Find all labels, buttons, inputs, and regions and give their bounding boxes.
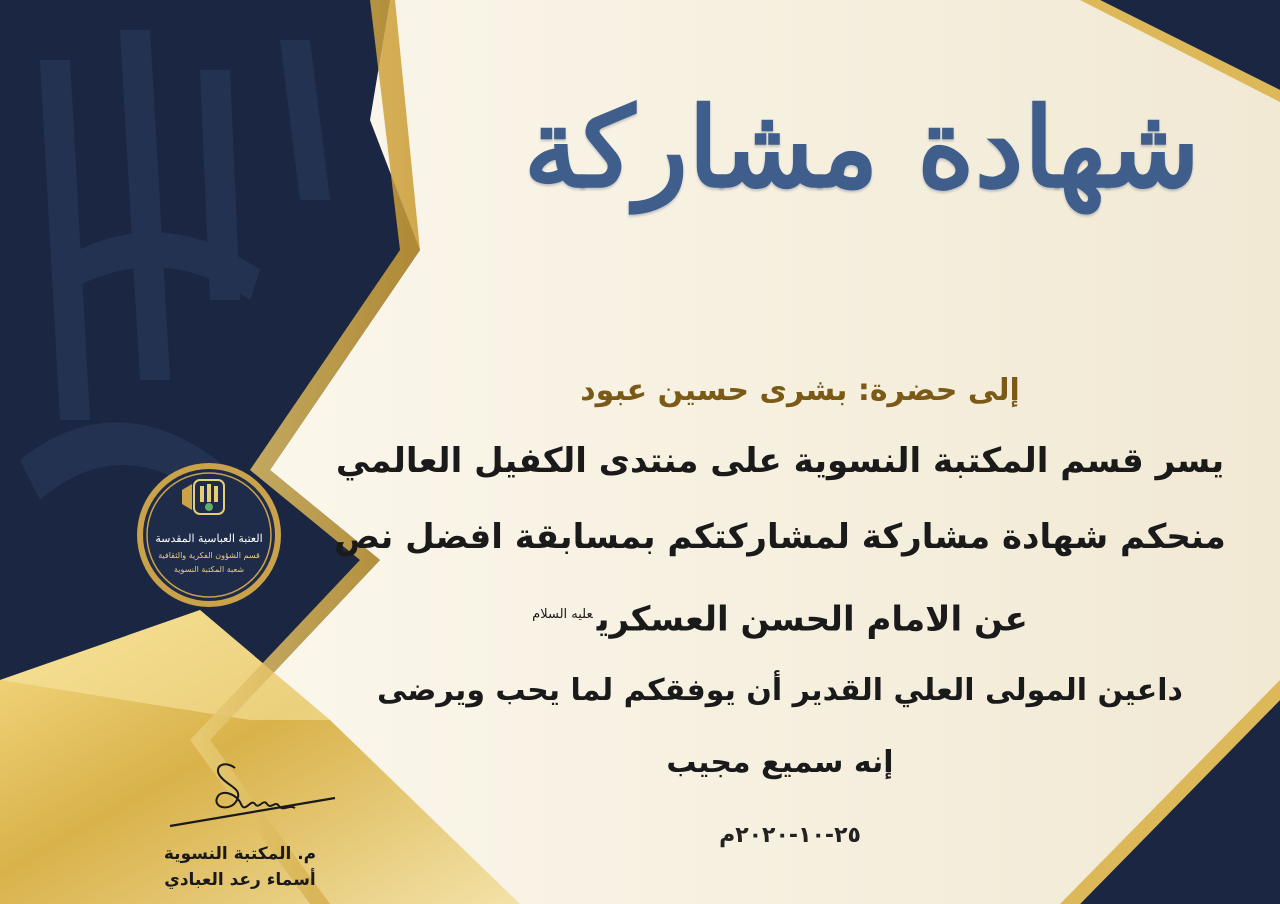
emblem-line2: قسم الشؤون الفكرية والثقافية	[158, 551, 260, 560]
body-line-2: منحكم شهادة مشاركة لمشاركتكم بمسابقة افضل نص	[334, 517, 1226, 557]
body-line-4: داعين المولى العلي القدير أن يوفقكم لما يحب ويرضى	[377, 673, 1183, 708]
body-line-5: إنه سميع مجيب	[666, 745, 894, 780]
emblem-line1: العتبة العباسية المقدسة	[155, 532, 263, 545]
signatory-title: م. المكتبة النسوية	[163, 844, 317, 864]
body-line-3-text: عن الامام الحسن العسكري	[596, 599, 1028, 640]
signatory-name: أسماء رعد العبادي	[164, 870, 316, 890]
emblem-line3: شعبة المكتبة النسوية	[173, 565, 245, 574]
body-line-3	[300, 590, 1260, 644]
honorific-mark: عليه السلام	[532, 607, 593, 622]
certificate-date: ٢٥-١٠-٢٠٢٠م	[719, 823, 861, 848]
recipient-line: إلى حضرة: بشرى حسين عبود	[580, 373, 1020, 408]
institution-emblem	[134, 460, 284, 610]
body-line-1: يسر قسم المكتبة النسوية على منتدى الكفيل العالمي	[335, 441, 1225, 481]
handwritten-signature	[165, 758, 340, 838]
certificate-title: شهادة مشاركة	[523, 83, 1200, 212]
